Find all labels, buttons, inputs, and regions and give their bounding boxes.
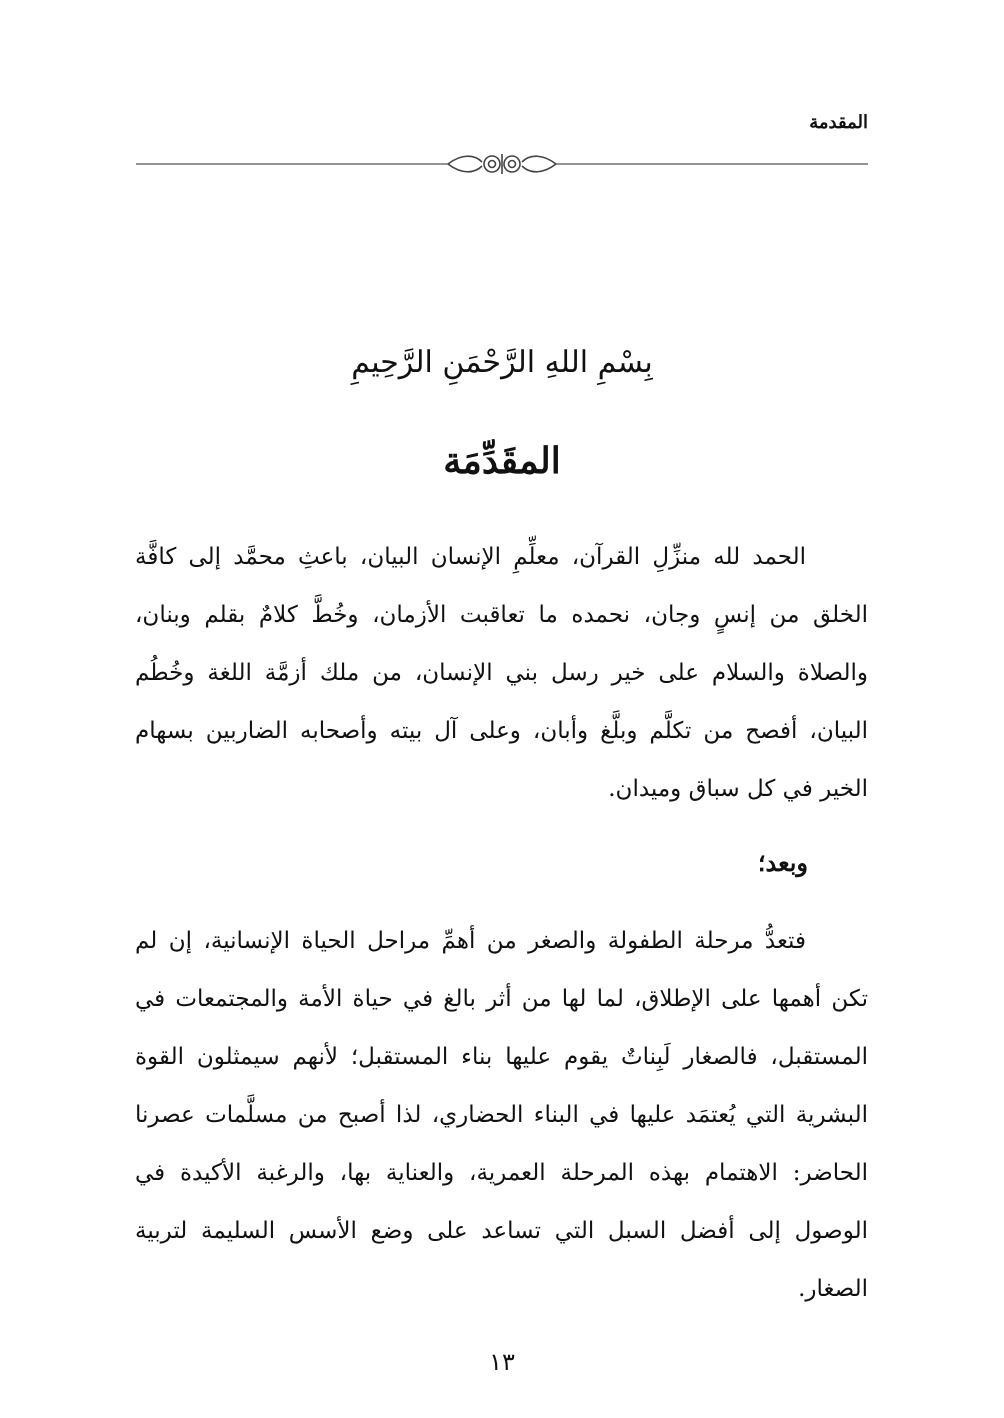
- basmala-calligraphy: بِسْمِ اللهِ الرَّحْمَنِ الرَّحِيمِ: [351, 345, 653, 380]
- body-paragraph-block: [135, 912, 868, 1318]
- running-header: المقدمة: [809, 112, 868, 133]
- ornament-flourish-icon: [448, 154, 556, 174]
- page-number: ١٣: [489, 1348, 515, 1376]
- intro-paragraph: الحمد لله منزِّلِ القرآن، معلِّمِ الإنسان البيان، باعثِ محمَّد إلى كافَّة الخلق من إنسٍ وجان، نحمده ما تعاقبت الأزمان، وخُطَّ كلامٌ بقلم وبنان، والصلاة والسلام على خير رسل بني الإنسان، من ملك أزمَّة اللغة وخُطُم البيان، أفصح من تكلَّم وبلَّغ وأبان، وعلى آل بيته وأصحابه الضاربين بسهام الخير في كل سباق وميدان.: [135, 544, 868, 802]
- section-subheading: وبعد؛: [757, 848, 808, 877]
- body-paragraph: فتعدُّ مرحلة الطفولة والصغر من أهمِّ مراحل الحياة الإنسانية، إن لم تكن أهمها على الإطلاق، لما لها من أثر بالغ في حياة الأمة والمجتمعات في المستقبل، فالصغار لَبِناتٌ يقوم عليها بناء المستقبل؛ لأنهم سيمثلون القوة البشرية التي يُعتمَد عليها في البناء الحضاري، لذا أصبح من مسلَّمات عصرنا الحاضر: الاهتمام بهذه المرحلة العمرية، والعناية بها، والرغبة الأكيدة في الوصول إلى أفضل السبل التي تساعد على وضع الأسس السليمة لتربية الصغار.: [135, 928, 868, 1302]
- intro-paragraph-block: [135, 528, 868, 818]
- chapter-title: المقَدِّمَة: [443, 440, 561, 482]
- header-ornament-divider: [136, 150, 868, 180]
